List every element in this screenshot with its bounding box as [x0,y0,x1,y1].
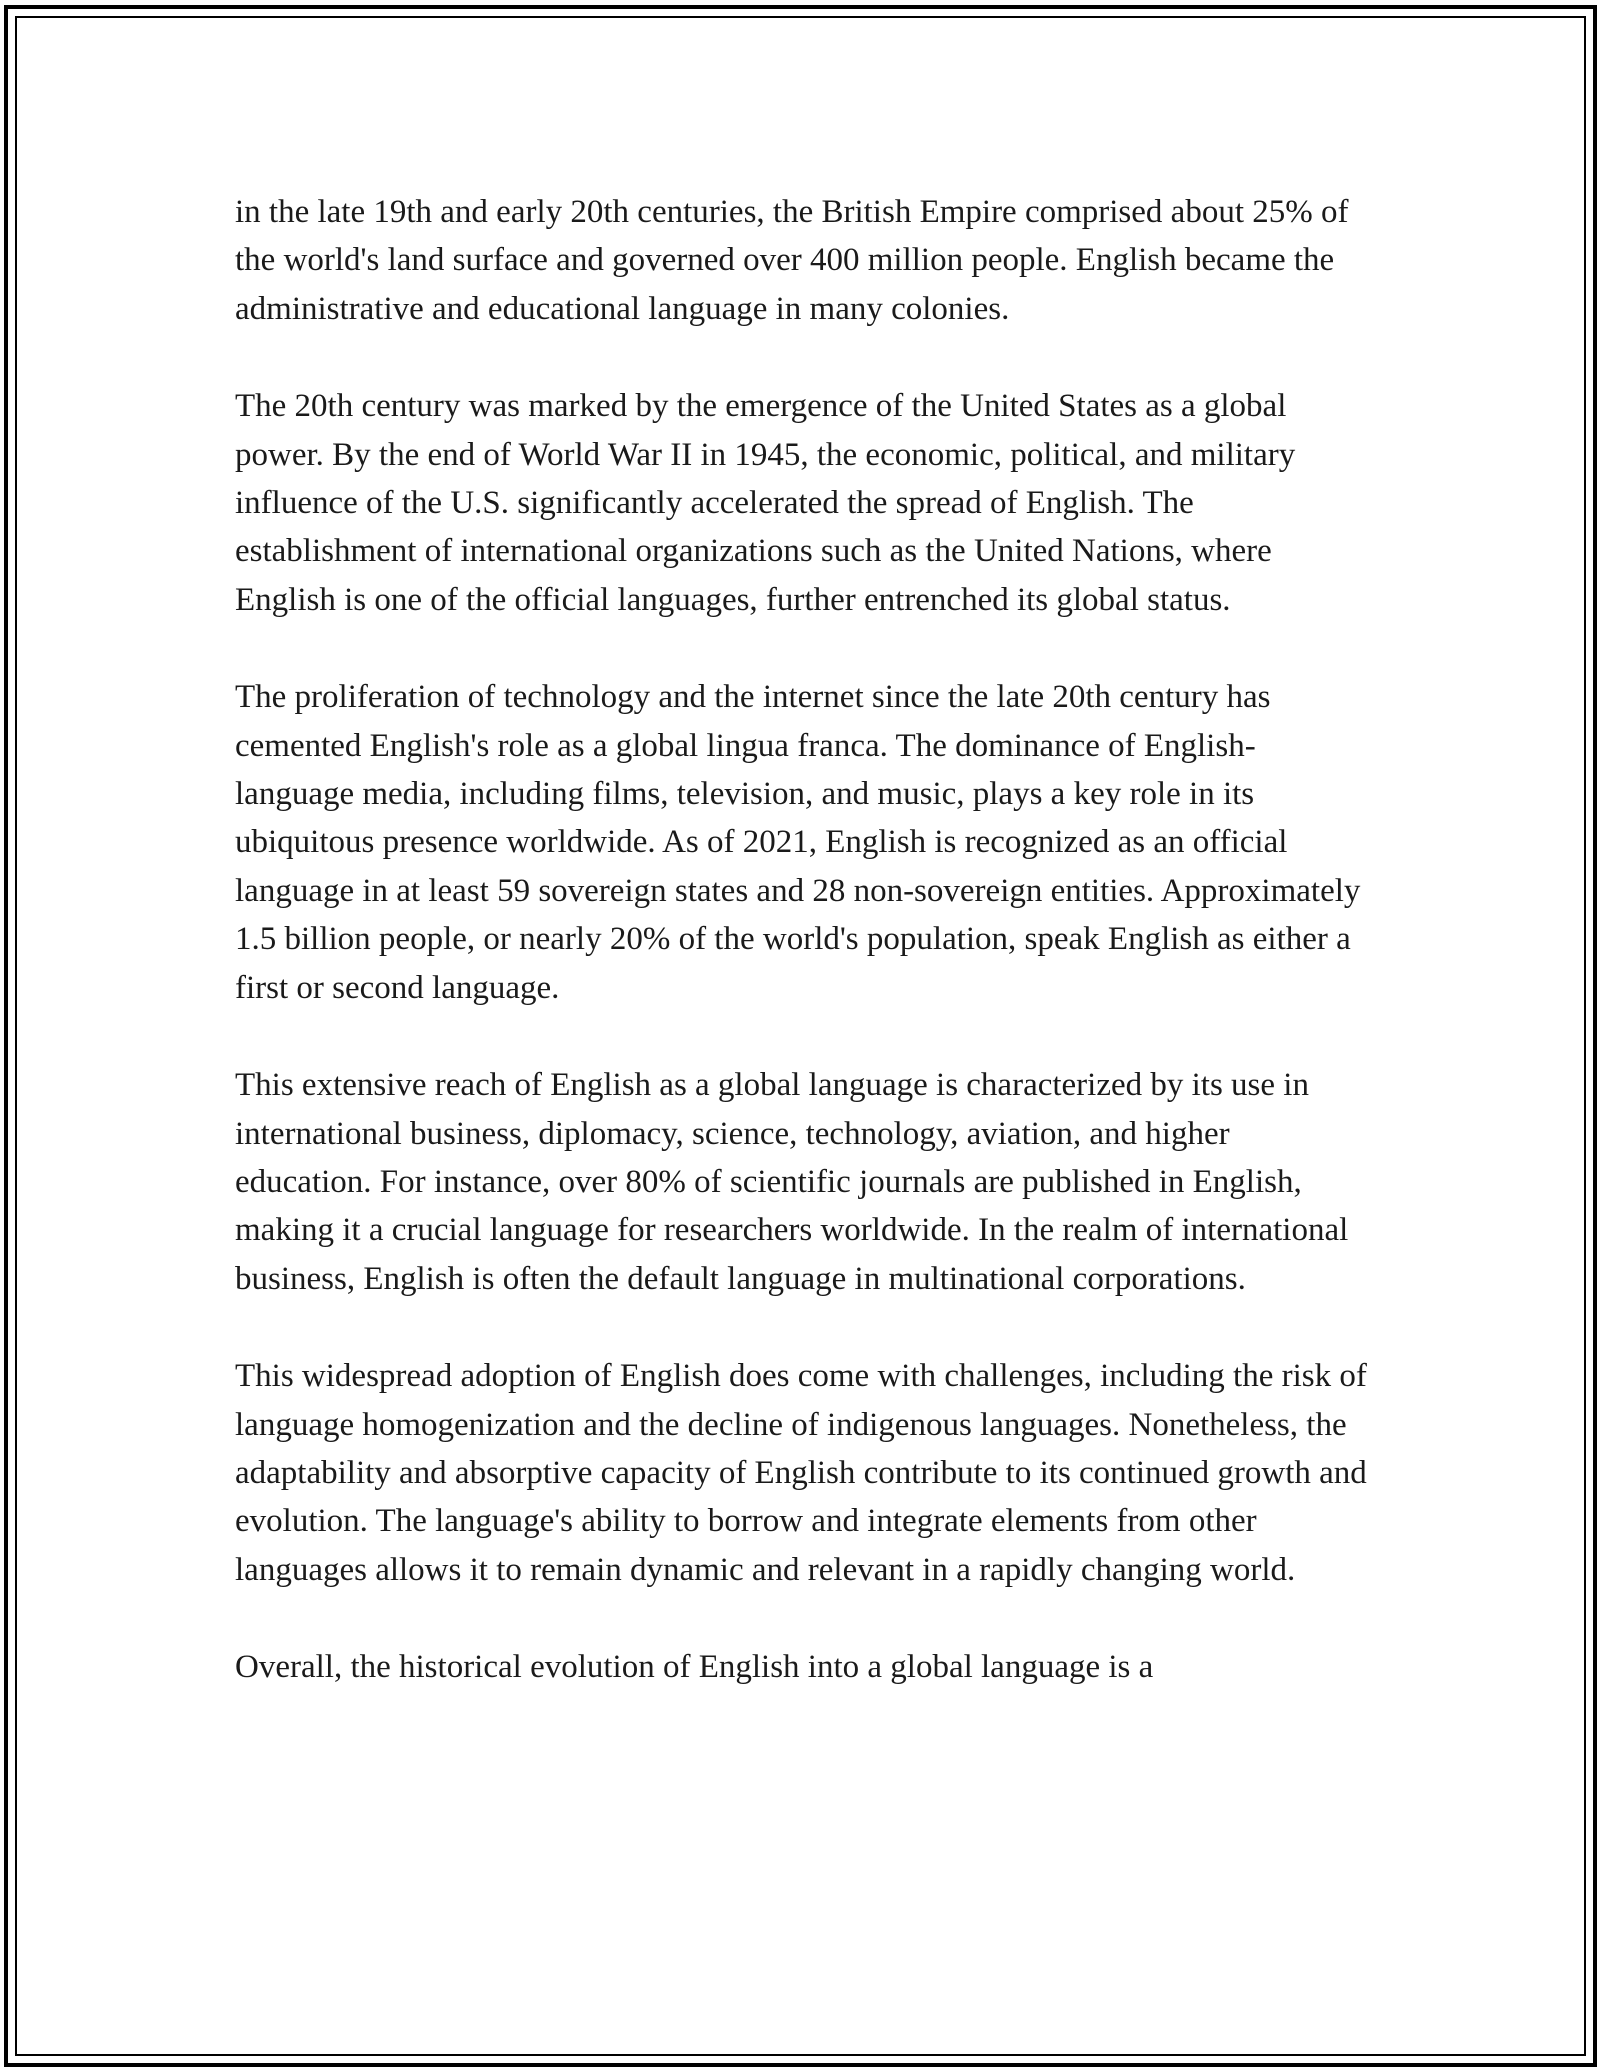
paragraph-6: Overall, the historical evolution of English into a global language is a [235,1649,1154,1686]
paragraph-3: The proliferation of technology and the internet since the late 20th century has cemented English's role as a global lingua franca. The dominance of English-language media, including films, television, and music, plays a key role in its ubiquitous presence worldwide. As of 2021, English is recognized as an official language in at least 59 sovereign states and 28 non-sovereign entities. Approximately 1.5 billion people, or nearly 20% of the world's population, speak English as either a first or second language. [235,679,1361,1006]
paragraph-1: in the late 19th and early 20th centuries, the British Empire comprised about 25% of the world's land surface and governed over 400 million people. English became the administrative and educational language in many colonies. [235,194,1349,327]
document-body [235,188,1370,1692]
paragraph-4: This extensive reach of English as a global language is characterized by its use in international business, diplomacy, science, technology, aviation, and higher education. For instance, over 80% of scientific journals are published in English, making it a crucial language for researchers worldwide. In the realm of international business, English is often the default language in multinational corporations. [235,1067,1349,1297]
paragraph-5: This widespread adoption of English does come with challenges, including the risk of language homogenization and the decline of indigenous languages. Nonetheless, the adaptability and absorptive capacity of English contribute to its continued growth and evolution. The language's ability to borrow and integrate elements from other languages allows it to remain dynamic and relevant in a rapidly changing world. [235,1358,1367,1588]
paragraph-2: The 20th century was marked by the emergence of the United States as a global power. By the end of World War II in 1945, the economic, political, and military influence of the U.S. significantly accelerated the spread of English. The establishment of international organizations such as the United Nations, where English is one of the official languages, further entrenched its global status. [235,388,1296,618]
